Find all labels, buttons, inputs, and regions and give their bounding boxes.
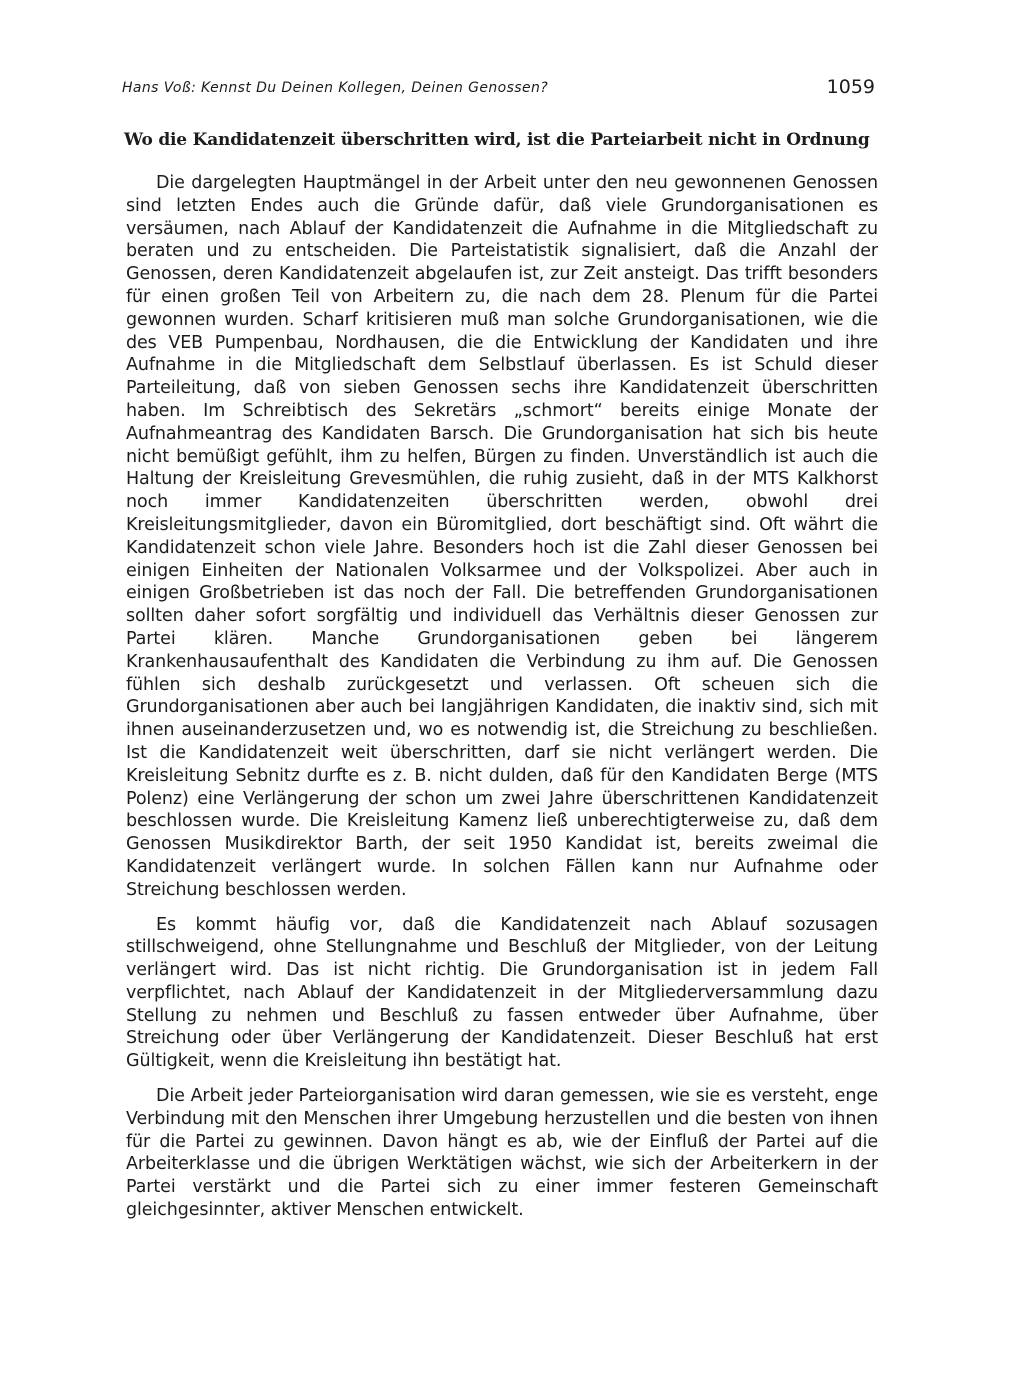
body-text [126, 172, 878, 1222]
paragraph: Die dargelegten Hauptmängel in der Arbeit unter den neu gewonnenen Genossen sind letzten Endes auch die Gründe dafür, daß viele Grundorganisationen es versäumen, nach Ablauf der Kandidatenzeit die Aufnahme in die Mitgliedschaft zu beraten und zu entscheiden. Die Parteistatistik signalisiert, daß die Anzahl der Genossen, deren Kandidatenzeit abgelaufen ist, zur Zeit ansteigt. Das trifft besonders für einen großen Teil von Arbeitern zu, die nach dem 28. Plenum für die Partei gewonnen wurden. Scharf kritisieren muß man solche Grundorganisationen, wie die des VEB Pumpenbau, Nordhausen, die die Entwicklung der Kandidaten und ihre Aufnahme in die Mitgliedschaft dem Selbstlauf überlassen. Es ist Schuld dieser Parteileitung, daß von sieben Genossen sechs ihre Kandidatenzeit überschritten haben. Im Schreibtisch des Sekretärs „schmort“ bereits einige Monate der Aufnahmeantrag des Kandidaten Barsch. Die Grundorganisation hat sich bis heute nicht bemüßigt gefühlt, ihm zu helfen, Bürgen zu finden. Unverständlich ist auch die Haltung der Kreisleitung Grevesmühlen, die ruhig zusieht, daß in der MTS Kalkhorst noch immer Kandidatenzeiten überschritten werden, obwohl drei Kreisleitungsmitglieder, davon ein Büromitglied, dort beschäftigt sind. Oft währt die Kandidatenzeit schon viele Jahre. Besonders hoch ist die Zahl dieser Genossen bei einigen Einheiten der Nationalen Volksarmee und der Volkspolizei. Aber auch in einigen Großbetrieben ist das noch der Fall. Die betreffenden Grundorganisationen sollten daher sofort sorgfältig und individuell das Verhältnis dieser Genossen zur Partei klären. Manche Grundorganisationen geben bei längerem Krankenhausaufenthalt des Kandidaten die Verbindung zu ihm auf. Die Genossen fühlen sich deshalb zurückgesetzt und verlassen. Oft scheuen sich die Grundorganisationen aber auch bei langjährigen Kandidaten, die inaktiv sind, sich mit ihnen auseinanderzusetzen und, wo es notwendig ist, die Streichung zu beschließen. Ist die Kandidatenzeit weit überschritten, darf sie nicht verlängert werden. Die Kreisleitung Sebnitz durfte es z. B. nicht dulden, daß für den Kandidaten Berge (MTS Polenz) eine Verlängerung der schon um zwei Jahre überschrittenen Kandidatenzeit beschlossen wurde. Die Kreisleitung Kamenz ließ unberechtigterweise zu, daß dem Genossen Musikdirektor Barth, der seit 1950 Kandidat ist, bereits zweimal die Kandidatenzeit verlängert wurde. In solchen Fällen kann nur Aufnahme oder Streichung beschlossen werden. [126, 173, 878, 900]
paragraph: Die Arbeit jeder Parteiorganisation wird daran gemessen, wie sie es versteht, enge Verbindung mit den Menschen ihrer Umgebung herzustellen und die besten von ihnen für die Partei zu gewinnen. Davon hängt es ab, wie der Einfluß der Partei auf die Arbeiterklasse und die übrigen Werktätigen wächst, wie sich der Arbeiterkern in der Partei verstärkt und die Partei sich zu einer immer festeren Gemeinschaft gleichgesinnter, aktiver Menschen entwickelt. [126, 1086, 878, 1221]
running-header [122, 76, 877, 100]
paragraph: Es kommt häufig vor, daß die Kandidatenzeit nach Ablauf sozusagen stillschweigend, ohne Stellungnahme und Beschluß der Mitglieder, von der Leitung verlängert wird. Das ist nicht richtig. Die Grundorganisation ist in jedem Fall verpflichtet, nach Ablauf der Kandidatenzeit in der Mitgliederversammlung dazu Stellung zu nehmen und Beschluß zu fassen entweder über Aufnahme, über Streichung oder über Verlängerung der Kandidatenzeit. Dieser Beschluß hat erst Gültigkeit, wenn die Kreisleitung ihn bestätigt hat. [126, 914, 878, 1072]
page-number: 1059 [826, 76, 875, 98]
section-heading: Wo die Kandidatenzeit überschritten wird, ist die Parteiarbeit nicht in Ordnung [124, 130, 870, 150]
running-title: Hans Voß: Kennst Du Deinen Kollegen, Deinen Genossen? [122, 80, 549, 96]
